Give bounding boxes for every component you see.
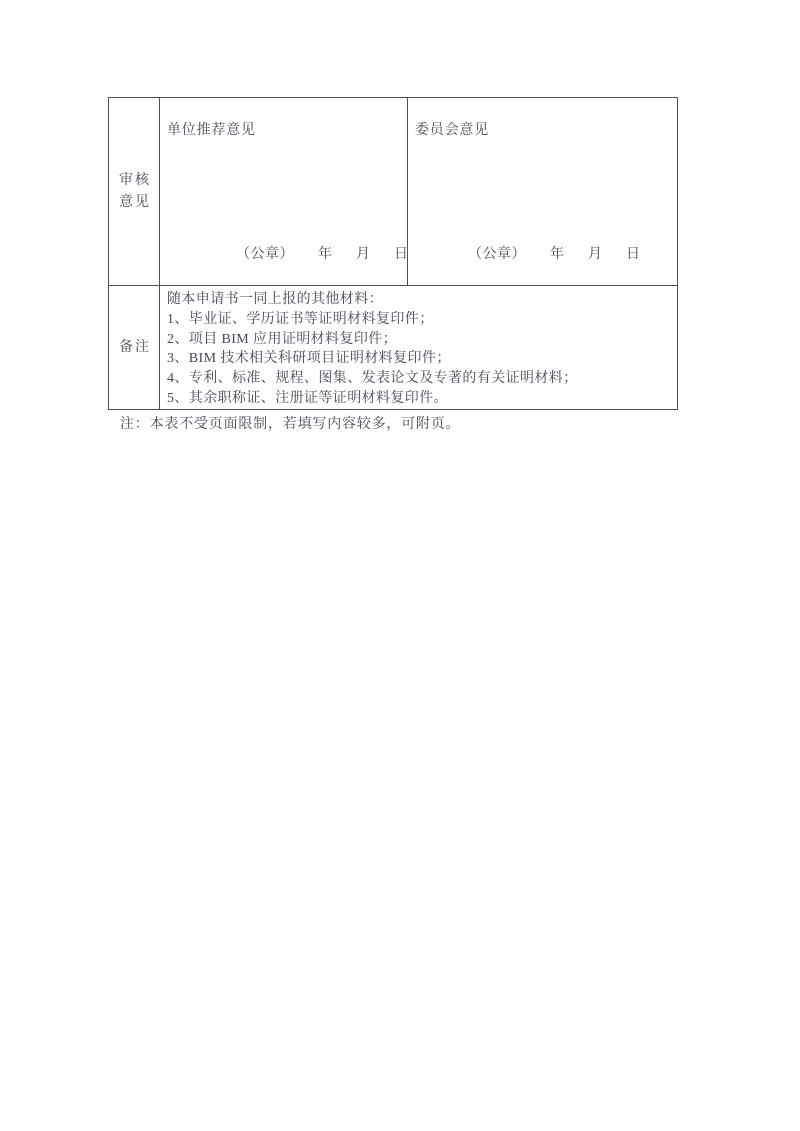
page-footnote: 注：本表不受页面限制，若填写内容较多，可附页。	[120, 417, 461, 432]
remarks-item-5: 5、其余职称证、注册证等证明材料复印件。	[167, 390, 448, 406]
remarks-item-2: 2、项目 BIM 应用证明材料复印件；	[167, 331, 398, 347]
remarks-label-cell	[109, 286, 160, 409]
remarks-item-4: 4、专利、标准、规程、图集、发表论文及专著的有关证明材料；	[167, 371, 578, 387]
unit-recommendation-title: 单位推荐意见	[167, 123, 256, 138]
unit-seal-stamp: （公章）	[236, 247, 294, 262]
committee-seal-month: 月	[588, 247, 602, 262]
review-opinion-label-cell	[109, 98, 160, 286]
committee-opinion-title: 委员会意见	[415, 123, 489, 138]
committee-opinion-cell	[408, 98, 677, 286]
remarks-content-cell	[160, 286, 677, 409]
review-form-table	[108, 97, 678, 410]
remarks-intro-line: 随本申请书一同上报的其他材料：	[167, 292, 383, 307]
remarks-item-1: 1、毕业证、学历证书等证明材料复印件；	[167, 311, 434, 327]
remarks-item-3: 3、BIM 技术相关科研项目证明材料复印件；	[167, 351, 451, 367]
committee-seal-year: 年	[550, 247, 564, 262]
remarks-label: 备注	[119, 339, 151, 355]
unit-seal-date-line	[236, 243, 408, 263]
review-label-line1: 审核	[119, 172, 151, 188]
committee-seal-date-line	[468, 243, 640, 263]
unit-recommendation-cell	[160, 98, 408, 286]
unit-seal-month: 月	[356, 247, 370, 262]
unit-seal-day: 日	[394, 247, 408, 262]
committee-seal-stamp: （公章）	[468, 247, 526, 262]
unit-seal-year: 年	[318, 247, 332, 262]
review-label-line2: 意见	[119, 194, 151, 210]
committee-seal-day: 日	[626, 247, 640, 262]
